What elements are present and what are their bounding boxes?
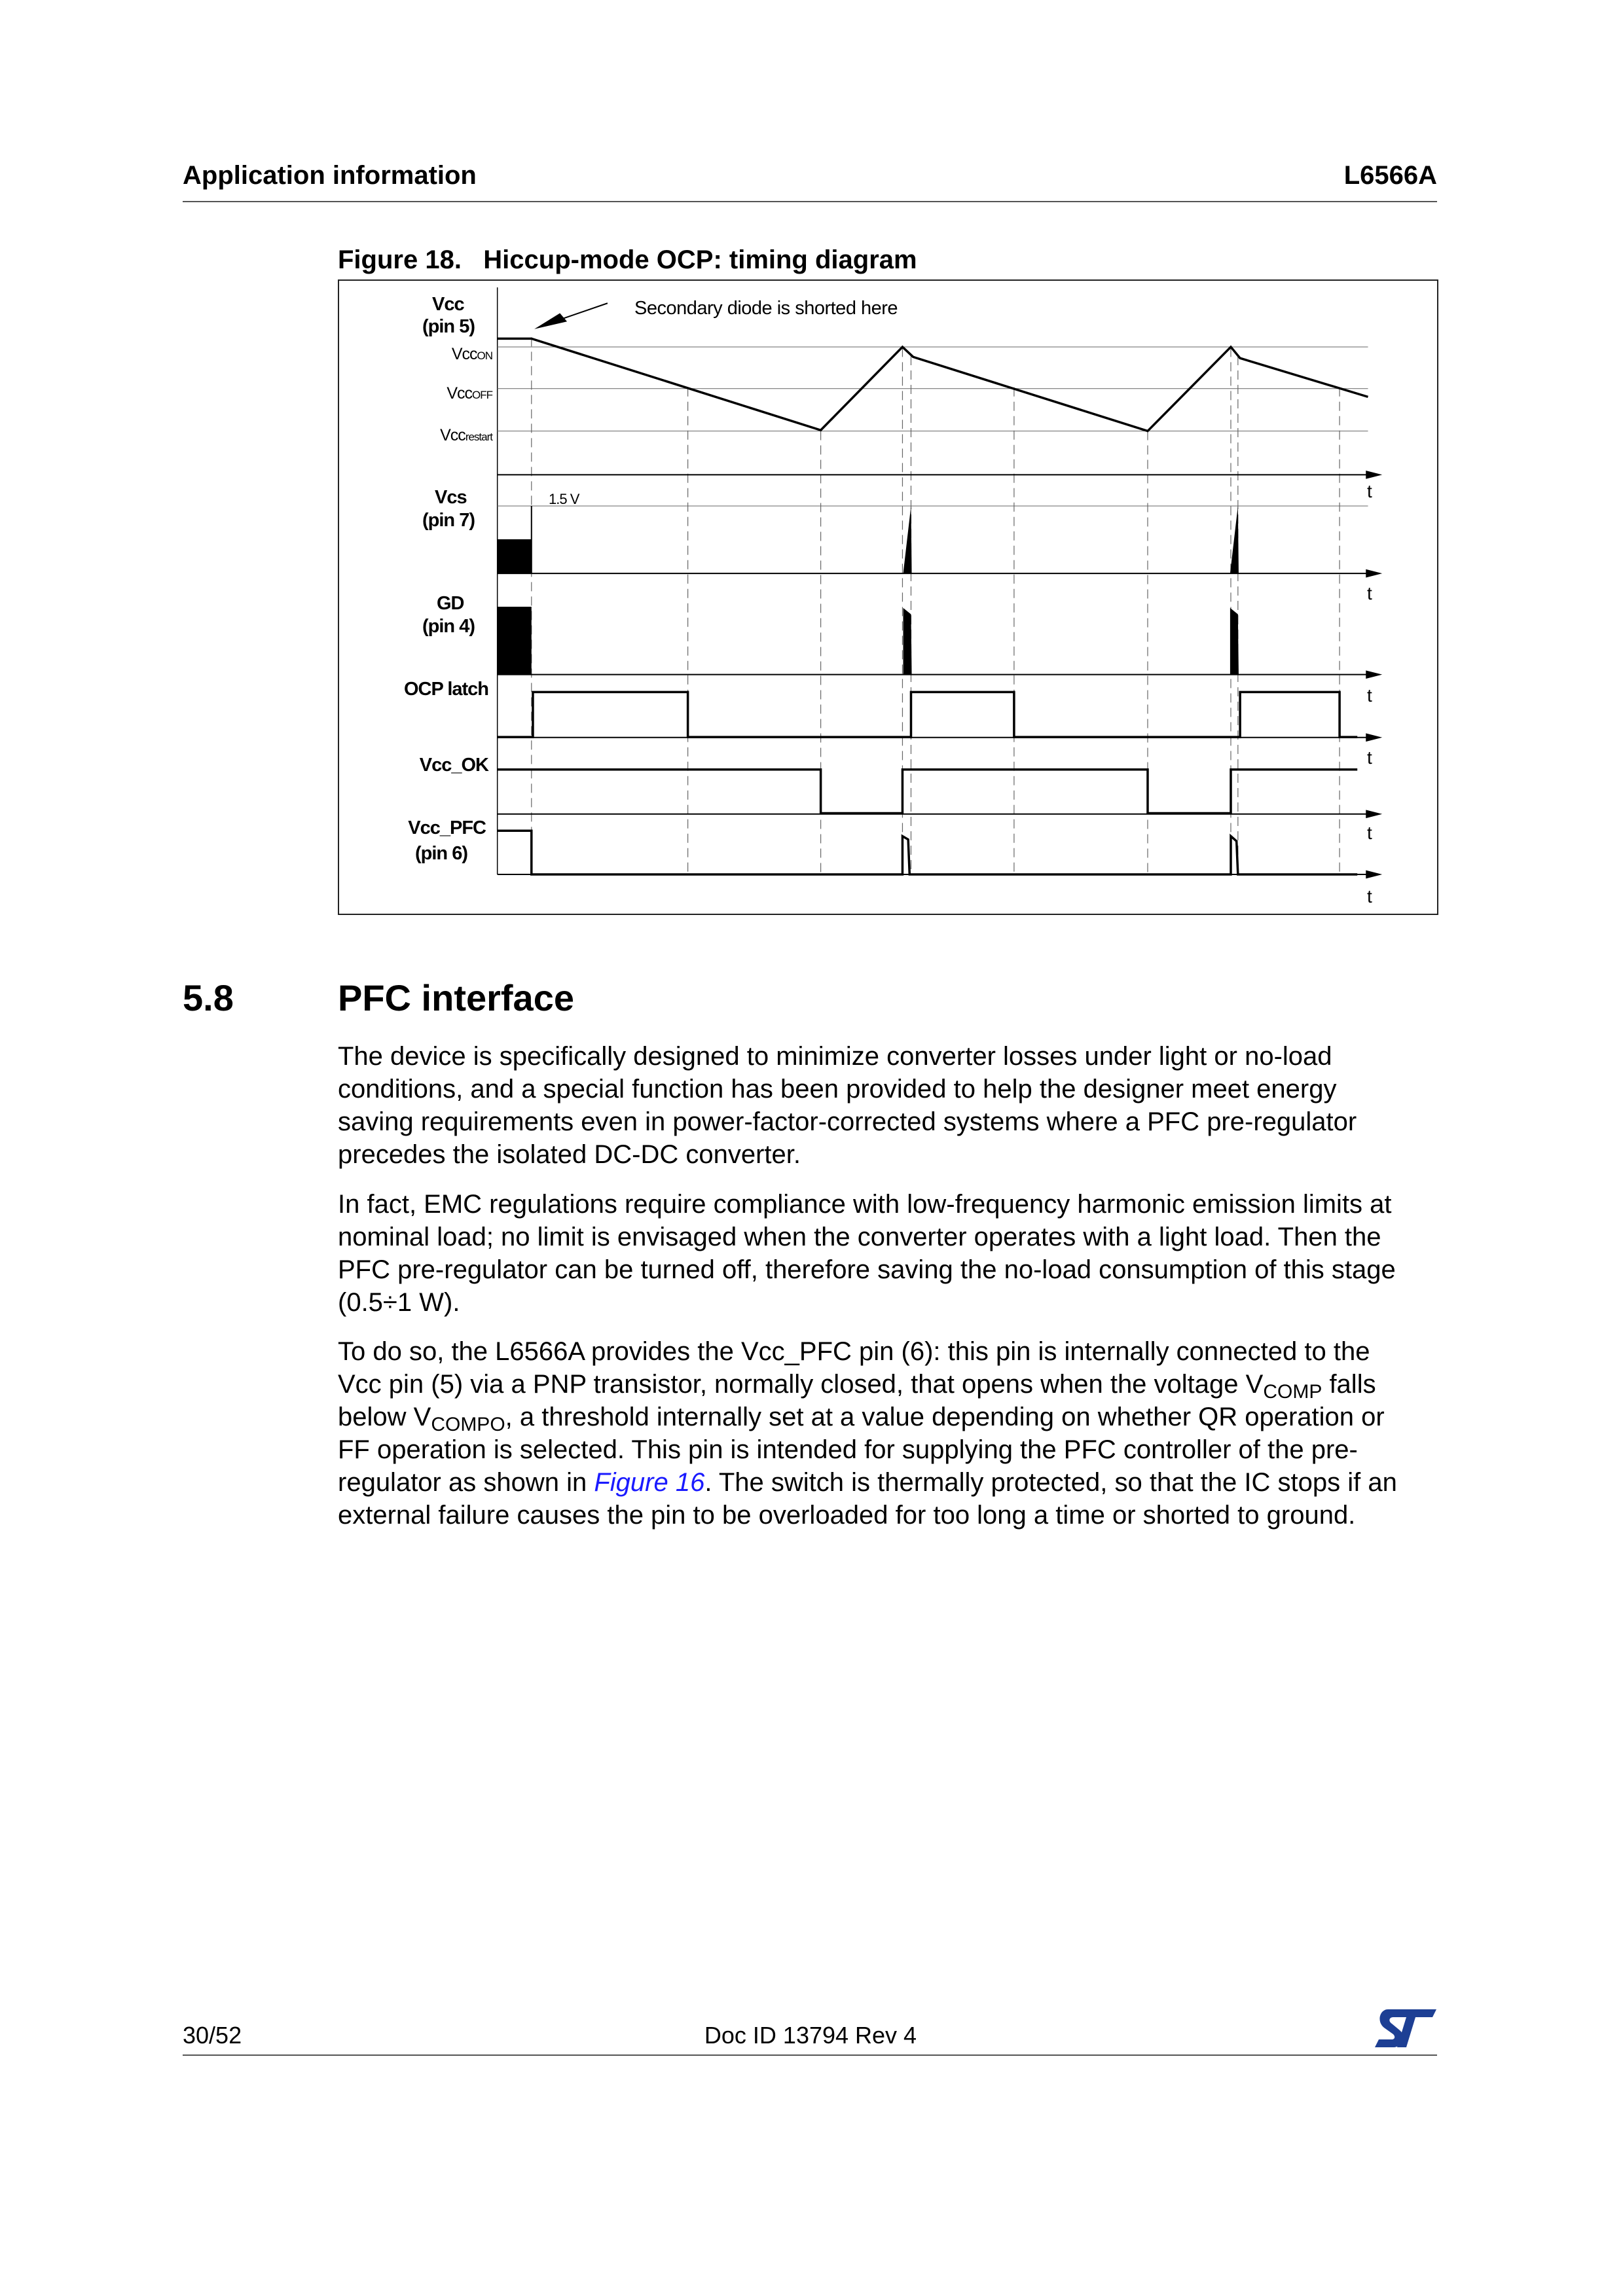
time-axis-label: t: [1367, 747, 1372, 768]
vcc-pfc-label: Vcc_PFC: [408, 817, 486, 838]
time-axis-label: t: [1367, 886, 1372, 906]
vcc-on-level-label: VccON: [451, 345, 492, 363]
text-line: external failure causes the pin to be overloaded for too long a time or shorted to ground.: [338, 1501, 1356, 1530]
vcc-label: Vcc: [432, 294, 464, 315]
text-line: nominal load; no limit is envisaged when the converter operates with a light load. Then the: [338, 1223, 1381, 1251]
text-line: regulator as shown in Figure 16. The switch is thermally protected, so that the IC stops if an: [338, 1468, 1397, 1497]
vcc-ok-waveform: [498, 770, 1358, 814]
header-part-number: L6566A: [1343, 161, 1437, 190]
text-line: conditions, and a special function has been provided to help the designer meet energy: [338, 1075, 1337, 1103]
vcc-off-level-label: VccOFF: [447, 384, 492, 403]
paragraph-1: [338, 1040, 1451, 1171]
vcs-label: Vcs: [435, 487, 467, 508]
header-section-title: Application information: [183, 161, 477, 190]
time-axis-label: t: [1367, 823, 1372, 843]
vcs-spike-2: [1230, 506, 1239, 573]
time-axis-label: t: [1367, 481, 1372, 501]
paragraph-3: [338, 1335, 1451, 1532]
st-logo: [1374, 2008, 1438, 2049]
gd-burst-block: [498, 607, 532, 675]
gd-pulse-1: [903, 608, 912, 675]
gd-pin-label: (pin 4): [422, 616, 475, 637]
header-rule: [183, 201, 1437, 202]
text-line: precedes the isolated DC-DC converter.: [338, 1140, 801, 1169]
annotation-text: Secondary diode is shorted here: [634, 298, 898, 319]
text-line: (0.5÷1 W).: [338, 1288, 460, 1317]
axis-arrowheads: [1366, 471, 1382, 878]
figure-number: Figure 18.: [338, 245, 462, 274]
text-line: FF operation is selected. This pin is intended for supplying the PFC controller of the pre-: [338, 1435, 1358, 1464]
ocp-latch-waveform: [498, 692, 1358, 737]
text-line: The device is specifically designed to minimize converter losses under light or no-load: [338, 1042, 1332, 1071]
time-axes: [498, 475, 1373, 874]
vcc-ok-label: Vcc_OK: [419, 755, 488, 776]
figure-caption: [338, 245, 917, 275]
dashed-time-markers: [532, 337, 1340, 874]
gd-label: GD: [437, 593, 464, 614]
vcc-restart-level-label: Vccrestart: [440, 426, 492, 444]
page-number: 30/52: [183, 2022, 242, 2049]
time-axis-label: t: [1367, 685, 1372, 706]
doc-id: Doc ID 13794 Rev 4: [704, 2022, 917, 2049]
vcs-threshold-label: 1.5 V: [549, 491, 579, 507]
figure-title: Hiccup-mode OCP: timing diagram: [483, 245, 917, 274]
figure-16-link[interactable]: Figure 16: [594, 1468, 705, 1497]
paragraph-2: [338, 1188, 1451, 1319]
text-line: In fact, EMC regulations require compliance with low-frequency harmonic emission limits at: [338, 1190, 1392, 1219]
ocp-latch-label: OCP latch: [403, 679, 488, 700]
timing-diagram: [334, 275, 1447, 929]
text-line: below $V_{COMPO}$, a threshold internally set at a value depending on whether QR operation or: [338, 1403, 1385, 1435]
section-title: PFC interface: [338, 977, 574, 1018]
text-line: To do so, the L6566A provides the Vcc_PFC pin (6): this pin is internally connected to the: [338, 1337, 1370, 1366]
level-lines: [498, 347, 1368, 506]
vcs-spike-1: [903, 506, 912, 573]
vcc-pin-label: (pin 5): [422, 316, 475, 337]
annotation-arrowhead-icon: [534, 314, 567, 329]
section-number: 5.8: [183, 977, 234, 1018]
vcc-pfc-pin-label: (pin 6): [415, 843, 467, 864]
text-line: Vcc pin (5) via a PNP transistor, normally closed, that opens when the voltage $V_{COMP}$ falls: [338, 1370, 1376, 1403]
text-line: PFC pre-regulator can be turned off, therefore saving the no-load consumption of this stage: [338, 1255, 1396, 1284]
vcs-pin-label: (pin 7): [422, 510, 475, 531]
time-axis-label: t: [1367, 583, 1372, 603]
gd-pulse-2: [1230, 608, 1239, 675]
footer-rule: [183, 2054, 1437, 2056]
vcc-waveform: [498, 338, 1368, 431]
text-line: saving requirements even in power-factor-corrected systems where a PFC pre-regulator: [338, 1107, 1357, 1136]
vcc-pfc-waveform: [498, 831, 1358, 874]
vcs-burst-block: [498, 539, 532, 573]
